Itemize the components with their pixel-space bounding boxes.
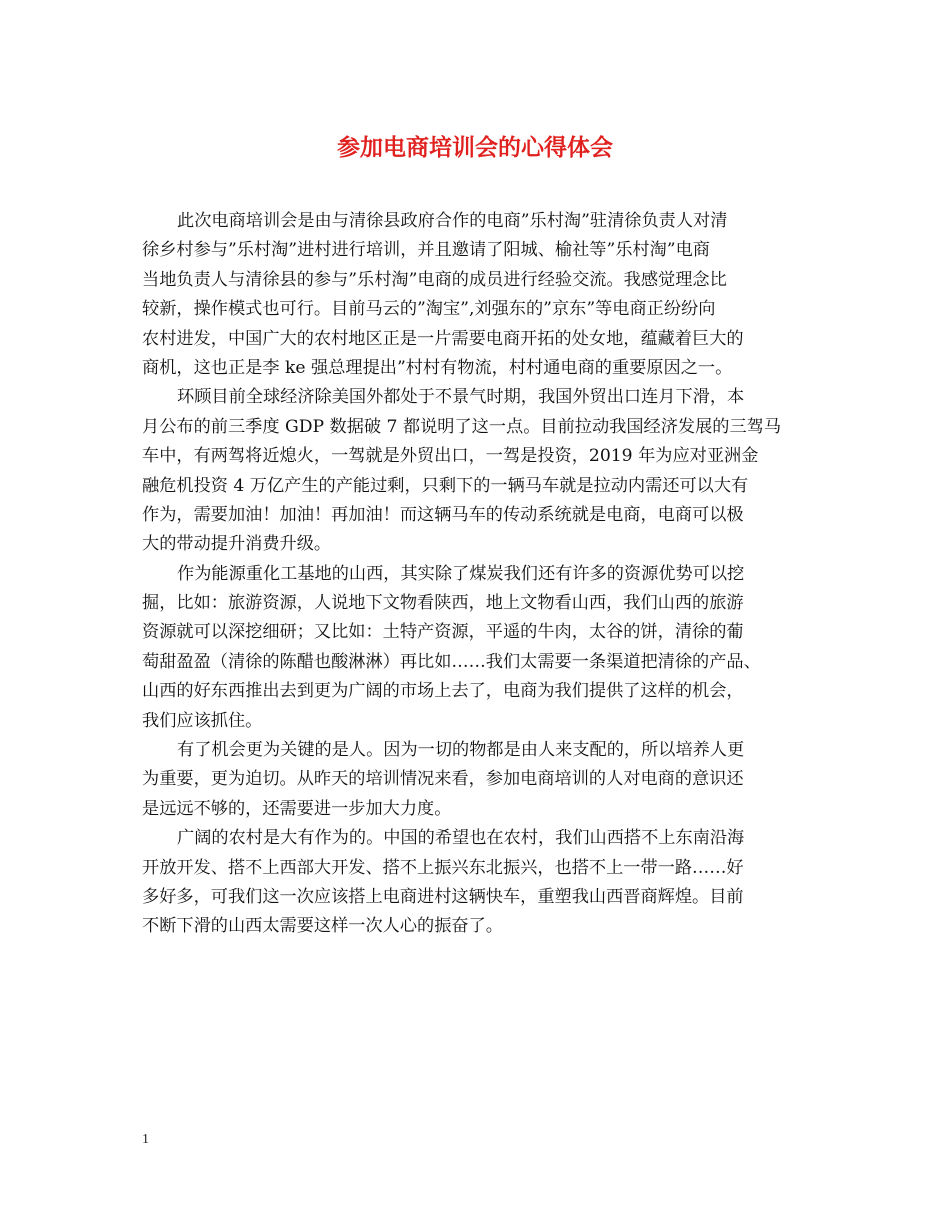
paragraph-5-line-3: 多好多，可我们这一次应该搭上电商进村这辆快车，重塑我山西晋商辉煌。目前 [142,886,744,907]
paragraph-1-line-2: 徐乡村参与”乐村淘”进村进行培训，并且邀请了阳城、榆社等”乐村淘”电商 [142,240,710,261]
paragraph-2-line-5: 作为，需要加油！加油！再加油！而这辆马车的传动系统就是电商，电商可以极 [142,504,744,525]
paragraph-1-line-1: 此次电商培训会是由与清徐县政府合作的电商”乐村淘”驻清徐负责人对清 [177,211,728,231]
paragraph-3-line-4: 萄甜盈盈（清徐的陈醋也酸淋淋）再比如……我们太需要一条渠道把清徐的产品、 [142,651,761,672]
document-title: 参加电商培训会的心得体会 [337,134,613,161]
paragraph-5-line-4: 不断下滑的山西太需要这样一次人心的振奋了。 [142,916,503,937]
paragraph-5-line-1: 广阔的农村是大有作为的。中国的希望也在农村，我们山西搭不上东南沿海 [177,828,745,849]
paragraph-2-line-6: 大的带动提升消费升级。 [142,534,332,555]
paragraph-5-line-2: 开放开发、搭不上西部大开发、搭不上振兴东北振兴，也搭不上一带一路……好 [142,857,744,878]
paragraph-3-line-1: 作为能源重化工基地的山西，其实除了煤炭我们还有许多的资源优势可以挖 [177,563,745,584]
paragraph-1-line-5: 农村进发，中国广大的农村地区正是一片需要电商开拓的处女地，蕴藏着巨大的 [142,328,744,349]
paragraph-2-line-2: 月公布的前三季度 GDP 数据破 7 都说明了这一点。目前拉动我国经济发展的三驾马 [142,416,782,437]
paragraph-4-line-3: 是远远不够的，还需要进一步加大力度。 [142,798,452,819]
paragraph-3-line-3: 资源就可以深挖细研；又比如：土特产资源，平遥的牛肉，太谷的饼，清徐的葡 [142,622,744,643]
paragraph-2-line-1: 环顾目前全球经济除美国外都处于不景气时期，我国外贸出口连月下滑，本 [177,387,745,408]
page-number: 1 [142,1132,149,1147]
paragraph-3-line-6: 我们应该抓住。 [142,710,263,731]
paragraph-3-line-2: 掘，比如：旅游资源，人说地下文物看陕西，地上文物看山西，我们山西的旅游 [142,593,744,614]
paragraph-1-line-3: 当地负责人与清徐县的参与”乐村淘”电商的成员进行经验交流。我感觉理念比 [142,269,727,290]
paragraph-4-line-1: 有了机会更为关键的是人。因为一切的物都是由人来支配的，所以培养人更 [177,740,745,761]
paragraph-4-line-2: 为重要，更为迫切。从昨天的培训情况来看，参加电商培训的人对电商的意识还 [142,769,744,790]
paragraph-2-line-3: 车中，有两驾将近熄火，一驾就是外贸出口，一驾是投资，2019 年为应对亚洲金 [142,446,759,467]
paragraph-1-line-4: 较新，操作模式也可行。目前马云的”淘宝”,刘强东的”京东”等电商正纷纷向 [142,299,716,320]
document-body [142,207,810,942]
paragraph-1-line-6: 商机，这也正是李 ke 强总理提出”村村有物流，村村通电商的重要原因之一。 [142,357,733,378]
paragraph-3-line-5: 山西的好东西推出去到更为广阔的市场上去了，电商为我们提供了这样的机会， [142,681,744,702]
paragraph-2-line-4: 融危机投资 4 万亿产生的产能过剩，只剩下的一辆马车就是拉动内需还可以大有 [142,475,749,496]
